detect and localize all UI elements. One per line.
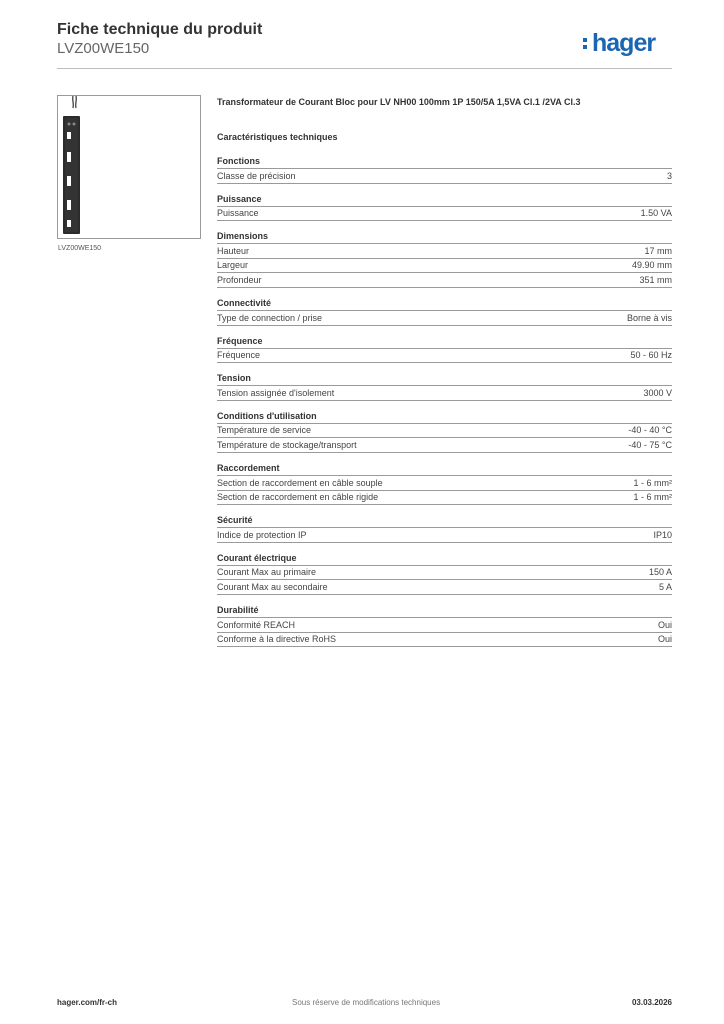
spec-row (217, 311, 672, 326)
spec-section (217, 463, 672, 505)
spec-label: Courant Max au primaire (217, 567, 317, 578)
spec-section-title: Fonctions (217, 156, 672, 169)
spec-label: Température de stockage/transport (217, 439, 357, 450)
spec-value: Borne à vis (626, 312, 672, 323)
footer-notice: Sous réserve de modifications techniques (292, 998, 441, 1007)
spec-label: Type de connection / prise (217, 312, 323, 323)
spec-row (217, 424, 672, 439)
spec-label: Indice de protection IP (217, 529, 307, 540)
spec-label: Conforme à la directive RoHS (217, 634, 337, 645)
spec-section (217, 553, 672, 595)
spec-label: Hauteur (217, 245, 250, 256)
spec-value: 3000 V (643, 387, 672, 398)
hager-logo (592, 29, 655, 57)
spec-row (217, 169, 672, 184)
spec-row (217, 476, 672, 491)
spec-label: Courant Max au secondaire (217, 581, 328, 592)
spec-value: -40 - 75 °C (628, 439, 672, 450)
current-transformer-product-image (58, 96, 200, 238)
spec-section (217, 605, 672, 647)
spec-section (217, 194, 672, 222)
spec-row (217, 618, 672, 633)
footer-website: hager.com/fr-ch (57, 998, 118, 1007)
spec-section-title: Raccordement (217, 463, 672, 476)
spec-row (217, 273, 672, 288)
product-image-caption: LVZ00WE150 (58, 245, 102, 252)
spec-value: 150 A (648, 567, 672, 578)
spec-label: Conformité REACH (217, 619, 296, 630)
spec-row (217, 349, 672, 364)
spec-section (217, 156, 672, 184)
spec-value: 50 - 60 Hz (630, 350, 672, 361)
characteristics-sections (217, 156, 672, 647)
spec-row (217, 438, 672, 453)
spec-value: 5 A (658, 581, 672, 592)
spec-value: 1 - 6 mm² (633, 492, 672, 503)
spec-section (217, 373, 672, 401)
spec-label: Largeur (217, 260, 249, 271)
spec-label: Tension assignée d'isolement (217, 387, 335, 398)
header-divider (57, 68, 672, 69)
spec-label: Section de raccordement en câble rigide (217, 492, 379, 503)
spec-section-title: Connectivité (217, 298, 672, 311)
spec-section (217, 411, 672, 453)
spec-section-title: Conditions d'utilisation (217, 411, 672, 424)
spec-label: Température de service (217, 425, 312, 436)
logo-colon-icon (583, 38, 588, 52)
spec-section-title: Fréquence (217, 336, 672, 349)
spec-section (217, 515, 672, 543)
spec-row (217, 566, 672, 581)
spec-label: Puissance (217, 208, 259, 219)
document-title: Fiche technique du produit (57, 21, 263, 38)
spec-section-title: Tension (217, 373, 672, 386)
spec-value: -40 - 40 °C (628, 425, 672, 436)
spec-value: 1.50 VA (640, 208, 672, 219)
spec-value: 49.90 mm (631, 260, 672, 271)
product-description: Transformateur de Courant Bloc pour LV NH00 100mm 1P 150/5A 1,5VA Cl.1 /2VA Cl.3 (217, 97, 581, 107)
document-header (57, 20, 262, 58)
spec-label: Classe de précision (217, 170, 296, 181)
spec-row (217, 259, 672, 274)
spec-label: Fréquence (217, 350, 261, 361)
spec-section (217, 231, 672, 288)
spec-label: Section de raccordement en câble souple (217, 477, 383, 488)
spec-row (217, 244, 672, 259)
spec-section (217, 298, 672, 326)
spec-row (217, 633, 672, 648)
spec-value: 351 mm (639, 274, 672, 285)
product-reference: LVZ00WE150 (57, 40, 150, 57)
spec-section-title: Puissance (217, 194, 672, 207)
spec-value: Oui (657, 619, 672, 630)
spec-value: 1 - 6 mm² (633, 477, 672, 488)
spec-value: Oui (657, 634, 672, 645)
spec-row (217, 207, 672, 222)
spec-value: 17 mm (644, 245, 672, 256)
spec-section-title: Sécurité (217, 515, 672, 528)
spec-row (217, 528, 672, 543)
spec-row (217, 580, 672, 595)
spec-section-title: Courant électrique (217, 553, 672, 566)
logo-text: hager (592, 29, 656, 57)
spec-row (217, 386, 672, 401)
spec-value: 3 (666, 170, 672, 181)
spec-row (217, 491, 672, 506)
product-image-frame (57, 95, 201, 239)
tech-characteristics-heading: Caractéristiques techniques (217, 132, 338, 142)
spec-value: IP10 (653, 529, 672, 540)
spec-section (217, 336, 672, 364)
product-content (217, 96, 672, 657)
footer-date: 03.03.2026 (631, 998, 672, 1007)
spec-label: Profondeur (217, 274, 262, 285)
spec-section-title: Dimensions (217, 231, 672, 244)
spec-section-title: Durabilité (217, 605, 672, 618)
